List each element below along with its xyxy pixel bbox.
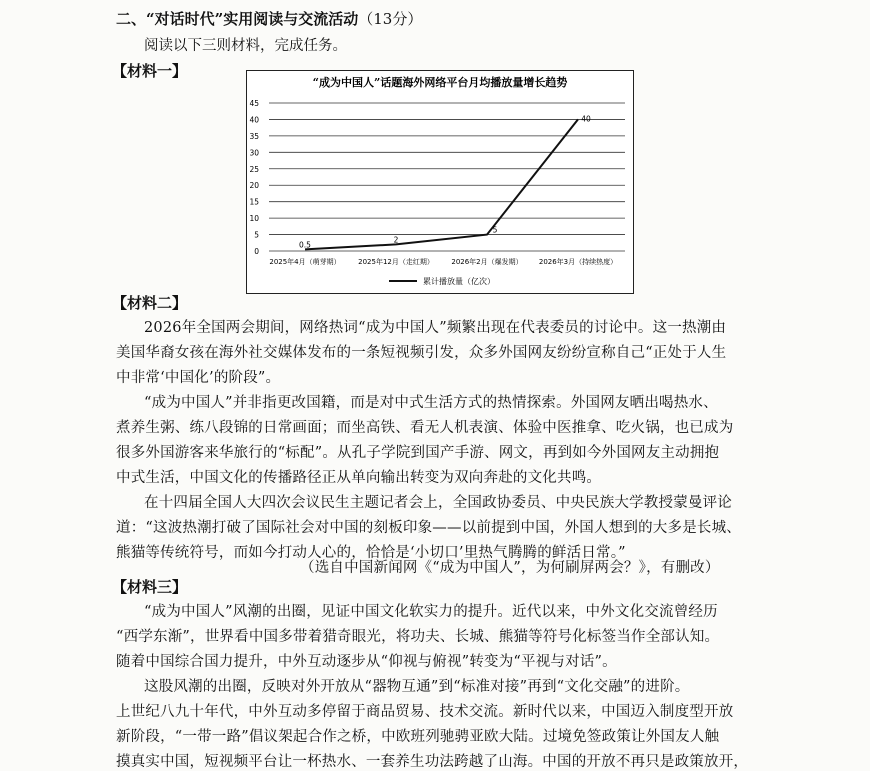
trend-chart — [246, 70, 634, 294]
series-line — [305, 119, 578, 249]
material-2-line: 2026年全国两会期间，网络热词“成为中国人”频繁出现在代表委员的讨论中。这一热潮由 — [144, 320, 727, 336]
legend-label: 累计播放量（亿次） — [423, 277, 495, 286]
material-3-label: 【材料三】 — [112, 578, 188, 596]
y-tick-label: 25 — [249, 164, 259, 174]
y-tick-label: 10 — [249, 214, 259, 224]
material-2-line: 美国华裔女孩在海外社交媒体发布的一条短视频引发，众多外国网友纷纷宣称自己“正处于人生 — [116, 345, 727, 361]
y-tick-label: 15 — [249, 197, 259, 207]
y-tick-label: 45 — [249, 99, 259, 108]
y-tick-label: 0 — [254, 247, 259, 256]
y-tick-label: 20 — [249, 181, 259, 191]
material-1-label: 【材料一】 — [112, 62, 188, 80]
y-tick-label: 35 — [249, 131, 259, 141]
x-tick-label: 2025年12月（走红期） — [358, 258, 434, 266]
material-3-line: 这股风潮的出圈，反映对外开放从“器物互通”到“标准对接”再到“文化交融”的进阶。 — [144, 679, 690, 695]
material-3-line: “西学东渐”，世界看中国多带着猎奇眼光，将功夫、长城、熊猫等符号化标签当作全部认知。 — [116, 629, 720, 645]
material-2-line: 在十四届全国人大四次会议民生主题记者会上，全国政协委员、中央民族大学教授蒙曼评论 — [144, 495, 732, 511]
section-title — [116, 8, 422, 29]
y-tick-label: 30 — [249, 148, 259, 158]
chart-svg — [247, 71, 633, 293]
section-points: （13分） — [358, 10, 423, 28]
material-3-line: 上世纪八九十年代，中外互动多停留于商品贸易、技术交流。新时代以来，中国迈入制度型开放 — [116, 704, 734, 720]
material-3-line: 新阶段，“一带一路”倡议架起合作之桥，中欧班列驰骋亚欧大陆。过境免签政策让外国友人触 — [116, 729, 720, 745]
y-tick-label: 5 — [254, 230, 259, 240]
material-3-line: “成为中国人”风潮的出圈，见证中国文化软实力的提升。近代以来，中外文化交流曾经历 — [144, 604, 718, 620]
material-2-line: 道：“这波热潮打破了国际社会对中国的刻板印象——以前提到中国，外国人想到的大多是长城、 — [116, 520, 742, 536]
data-label: 2 — [393, 235, 399, 245]
chart-title: “成为中国人”话题海外网络平台月均播放量增长趋势 — [312, 76, 568, 89]
instruction: 阅读以下三则材料，完成任务。 — [144, 38, 347, 54]
material-2-line: 熊猫等传统符号，而如今打动人心的，恰恰是‘小切口’里热气腾腾的鲜活日常。” — [116, 545, 626, 561]
material-3-line: 摸真实中国，短视频平台让一杯热水、一套养生功法跨越了山海。中国的开放不再只是政策放开， — [116, 754, 749, 770]
material-2-source: （选自中国新闻网《“成为中国人”，为何刷屏两会？》，有删改） — [300, 560, 720, 576]
material-3-line: 随着中国综合国力提升，中外互动逐步从“仰视与俯视”转变为“平视与对话”。 — [116, 654, 617, 670]
material-2-line: 中非常‘中国化’的阶段”。 — [116, 370, 281, 386]
data-label: 0.5 — [299, 240, 311, 250]
data-label: 5 — [492, 225, 498, 235]
x-tick-label: 2026年2月（爆发期） — [451, 258, 523, 266]
material-2-line: 很多外国游客来华旅行的“标配”。从孔子学院到国产手游、网文，再到如今外国网友主动拥抱 — [116, 445, 720, 461]
material-2-line: 中式生活，中国文化的传播路径正从单向输出转变为双向奔赴的文化共鸣。 — [116, 470, 602, 486]
x-tick-label: 2025年4月（萌芽期） — [269, 258, 341, 266]
material-2-line: 煮养生粥、练八段锦的日常画面；而坐高铁、看无人机表演、体验中医推拿、吃火锅，也已成为 — [116, 420, 734, 436]
y-tick-label: 40 — [249, 115, 259, 125]
data-label: 40 — [581, 114, 591, 124]
material-2-line: “成为中国人”并非指更改国籍，而是对中式生活方式的热情探索。外国网友晒出喝热水、 — [144, 395, 718, 411]
material-2-label: 【材料二】 — [112, 294, 188, 312]
x-tick-label: 2026年3月（持续热度） — [538, 258, 618, 266]
section-title-text: 二、“对话时代”实用阅读与交流活动 — [116, 10, 359, 28]
